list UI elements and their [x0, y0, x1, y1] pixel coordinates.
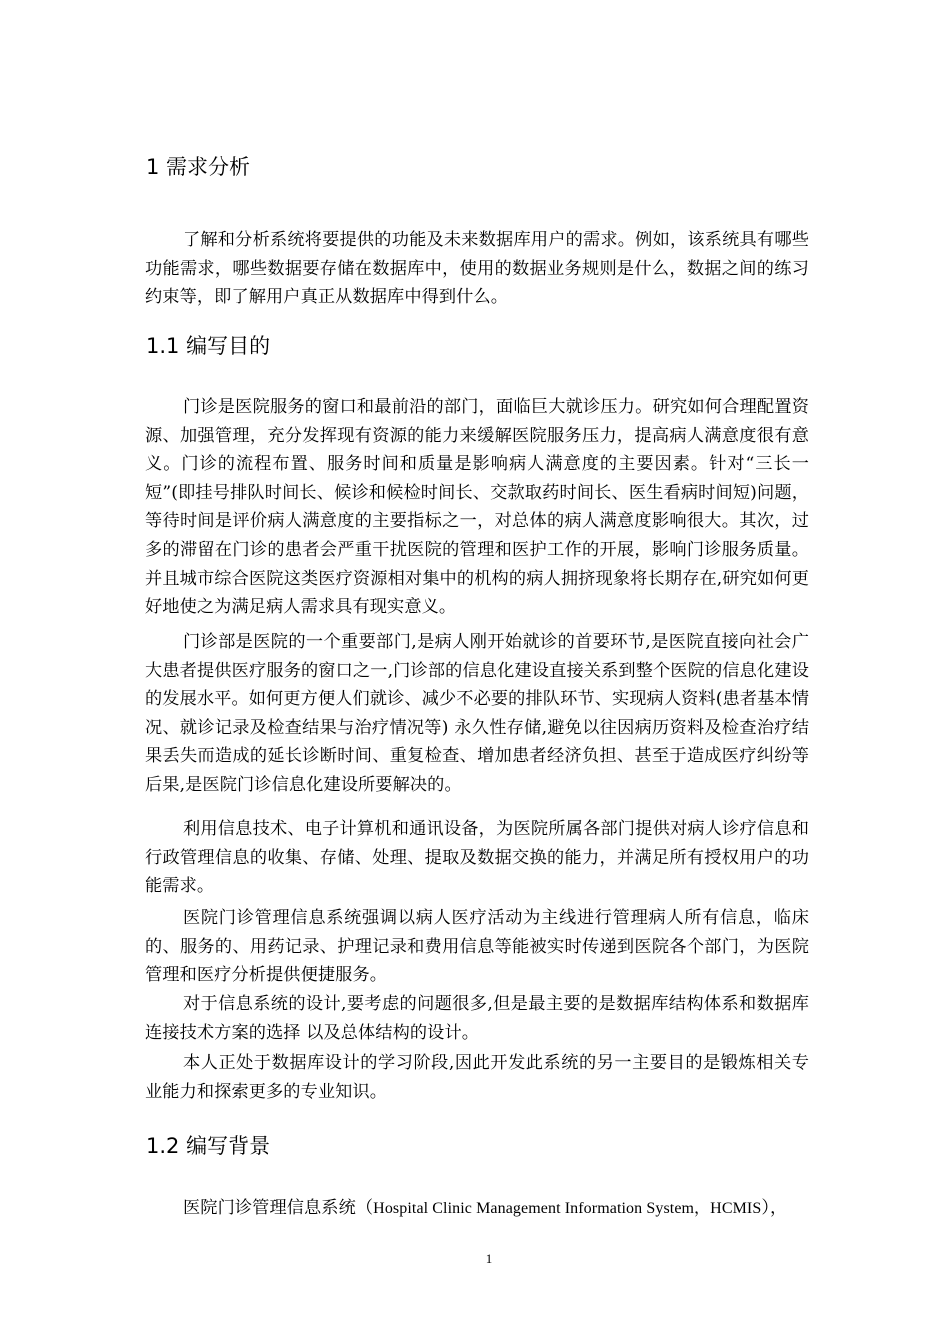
- background-paragraph: [145, 1194, 787, 1224]
- purpose-paragraph-6: 本人正处于数据库设计的学习阶段,因此开发此系统的另一主要目的是锻炼相关专业能力和探索更多的专业知识。: [145, 1053, 809, 1102]
- subsection-heading-purpose: 1.1 编写目的: [146, 334, 271, 358]
- purpose-paragraph-1: 门诊是医院服务的窗口和最前沿的部门，面临巨大就诊压力。研究如何合理配置资源、加强管理，充分发挥现有资源的能力来缓解医院服务压力，提高病人满意度很有意义。门诊的流程布置、服务时间和质量是影响病人满意度的主要因素。针对“三长一短”(即挂号排队时间长、候诊和候检时间长、交款取药时间长、医生看病时间短)问题，等待时间是评价病人满意度的主要指标之一，对总体的病人满意度影响很大。其次，过多的滞留在门诊的患者会严重干扰医院的管理和医护工作的开展，影响门诊服务质量。并且城市综合医院这类医疗资源相对集中的机构的病人拥挤现象将长期存在,研究如何更好地使之为满足病人需求具有现实意义。: [145, 397, 809, 618]
- section-heading-requirements-analysis: 1 需求分析: [146, 155, 251, 179]
- background-text-system-name: Hospital Clinic Management Information System，HCMIS: [373, 1200, 762, 1217]
- purpose-paragraph-4: 医院门诊管理信息系统强调以病人医疗活动为主线进行管理病人所有信息，临床的、服务的、用药记录、护理记录和费用信息等能被实时传递到医院各个部门，为医院管理和医疗分析提供便捷服务。: [145, 908, 809, 986]
- background-text-suffix: ），: [761, 1198, 788, 1218]
- intro-paragraph: 了解和分析系统将要提供的功能及未来数据库用户的需求。例如，该系统具有哪些功能需求，哪些数据要存储在数据库中，使用的数据业务规则是什么，数据之间的练习约束等，即了解用户真正从数据库中得到什么。: [145, 230, 809, 308]
- purpose-paragraph-5: 对于信息系统的设计,要考虑的问题很多,但是最主要的是数据库结构体系和数据库连接技术方案的选择 以及总体结构的设计。: [145, 994, 809, 1043]
- purpose-paragraph-2: 门诊部是医院的一个重要部门,是病人刚开始就诊的首要环节,是医院直接向社会广大患者提供医疗服务的窗口之一,门诊部的信息化建设直接关系到整个医院的信息化建设的发展水平。如何更方便人们就诊、减少不必要的排队环节、实现病人资料(患者基本情况、就诊记录及检查结果与治疗情况等) 永久性存储,避免以往因病历资料及检查治疗结果丢失而造成的延长诊断时间、重复检查、增加患者经济负担、甚至于造成医疗纠纷等后果,是医院门诊信息化建设所要解决的。: [145, 632, 809, 795]
- subsection-heading-background: 1.2 编写背景: [146, 1134, 271, 1158]
- purpose-paragraph-3: 利用信息技术、电子计算机和通讯设备，为医院所属各部门提供对病人诊疗信息和行政管理信息的收集、存储、处理、提取及数据交换的能力，并满足所有授权用户的功能需求。: [145, 819, 809, 897]
- background-text-prefix: 医院门诊管理信息系统（: [183, 1198, 374, 1218]
- page-number: 1: [485, 1251, 493, 1266]
